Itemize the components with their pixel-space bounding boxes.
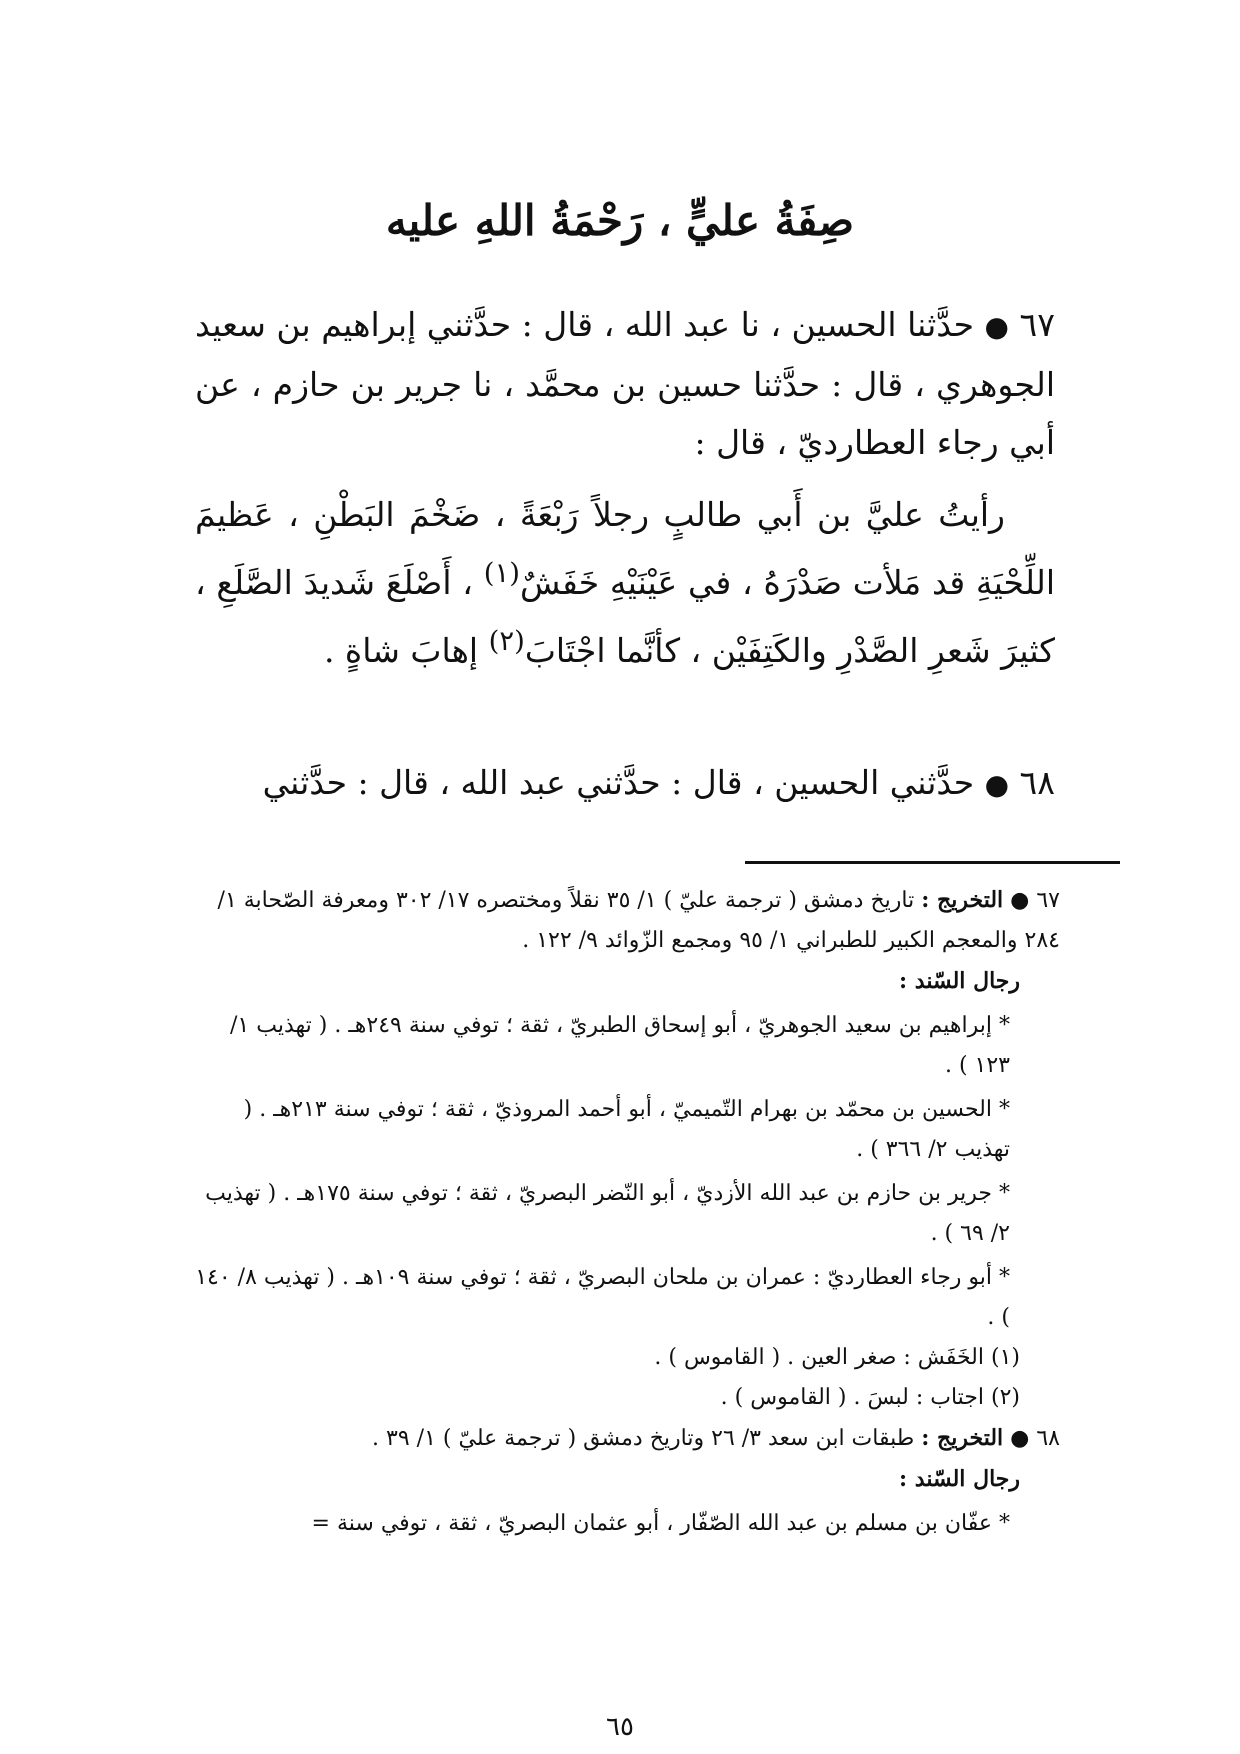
isnad-text: حدَّثني الحسين ، قال : حدَّثني عبد الله ، قال : حدَّثني [262, 763, 975, 802]
note-number: ٦٨ [1036, 1426, 1060, 1451]
narrator-entry: * أبو رجاء العطارديّ : عمران بن ملحان البصريّ ، ثقة ؛ توفي سنة ١٠٩هـ . ( تهذيب ٨/ ١٤٠ ) . [195, 1265, 1010, 1330]
chapter-title: صِفَةُ عليٍّ ، رَحْمَةُ اللهِ عليه [385, 196, 855, 245]
narrator-entry: * عفّان بن مسلم بن عبد الله الصّفّار ، أبو عثمان البصريّ ، ثقة ، توفي سنة = [311, 1511, 1010, 1536]
hadith-67-isnad [195, 296, 1055, 472]
footnote-mark-1: (١) [483, 557, 520, 589]
narrator-entry: * إبراهيم بن سعيد الجوهريّ ، أبو إسحاق الطبريّ ، ثقة ؛ توفي سنة ٢٤٩هـ . ( تهذيب ١/ ١٢٣ ) . [230, 1013, 1010, 1078]
hadith-68-isnad [195, 754, 1055, 814]
hadith-67-matn [195, 486, 1055, 680]
narrator-entry: * الحسين بن محمّد بن بهرام التّميميّ ، أبو أحمد المروذيّ ، ثقة ؛ توفي سنة ٢١٣هـ . ( تهذيب ٢/ ٣٦٦ ) . [243, 1097, 1010, 1162]
footnote-mark-2: (٢) [488, 625, 525, 657]
notes-section [190, 880, 1060, 1544]
footnote-divider [745, 861, 1120, 864]
takhrij-label: التخريج : [921, 887, 1004, 913]
rijal-label [190, 1459, 1060, 1500]
takhrij-text: طبقات ابن سعد ٣/ ٢٦ وتاريخ دمشق ( ترجمة عليّ ) ١/ ٣٩ . [372, 1426, 915, 1451]
bullet-icon: ● [984, 768, 1010, 801]
rijal-label-text: رجال السّند : [899, 968, 1020, 994]
matn-text: رأيتُ عليَّ بن أَبي طالبٍ رجلاً رَبْعَةً ، ضَخْمَ البَطْنِ ، عَظيمَ اللِّحْيَةِ قد مَلأت صَدْرَهُ ، في عَيْنَيْهِ خَفَشٌ [195, 495, 1055, 602]
note-number: ٦٧ [1036, 888, 1060, 913]
isnad-text: حدَّثنا الحسين ، نا عبد الله ، قال : حدَّثني إبراهيم بن سعيد الجوهري ، قال : حدَّثنا حسين بن محمَّد ، نا جرير بن حازم ، عن أبي رجاء العطارديّ ، قال : [195, 305, 1055, 462]
bullet-icon: ● [1010, 888, 1030, 913]
takhrij-67 [190, 880, 1060, 961]
rijal-label-text: رجال السّند : [899, 1466, 1020, 1492]
takhrij-label: التخريج : [921, 1425, 1004, 1451]
footnote-entry: (١) الخَفَش : صغر العين . ( القاموس ) . [654, 1345, 1020, 1370]
bullet-icon: ● [984, 310, 1010, 343]
takhrij-text: تاريخ دمشق ( ترجمة عليّ ) ١/ ٣٥ نقلاً ومختصره ١٧/ ٣٠٢ ومعرفة الصّحابة ١/ ٢٨٤ والمعجم الكبير للطبراني ١/ ٩٥ ومجمع الزّوائد ٩/ ١٢٢ . [217, 888, 1060, 953]
rijal-label [190, 961, 1060, 1002]
bullet-icon: ● [1010, 1426, 1030, 1451]
hadith-number: ٦٧ [1019, 305, 1055, 344]
hadith-number: ٦٨ [1019, 763, 1055, 802]
page-number: ٦٥ [606, 1712, 634, 1742]
matn-text-2: ، أَصْلَعَ شَديدَ الصَّلَعِ ، كثيرَ شَعرِ الصَّدْرِ والكَتِفَيْن ، كأنَّما اجْتَابَ [195, 563, 1055, 670]
takhrij-68 [190, 1418, 1060, 1459]
matn-text-3: إهابَ شاةٍ . [323, 631, 479, 670]
narrator-entry: * جرير بن حازم بن عبد الله الأزديّ ، أبو النّضر البصريّ ، ثقة ؛ توفي سنة ١٧٥هـ . ( تهذيب ٢/ ٦٩ ) . [205, 1181, 1010, 1246]
footnote-entry: (٢) اجتاب : لبسَ . ( القاموس ) . [720, 1385, 1020, 1410]
